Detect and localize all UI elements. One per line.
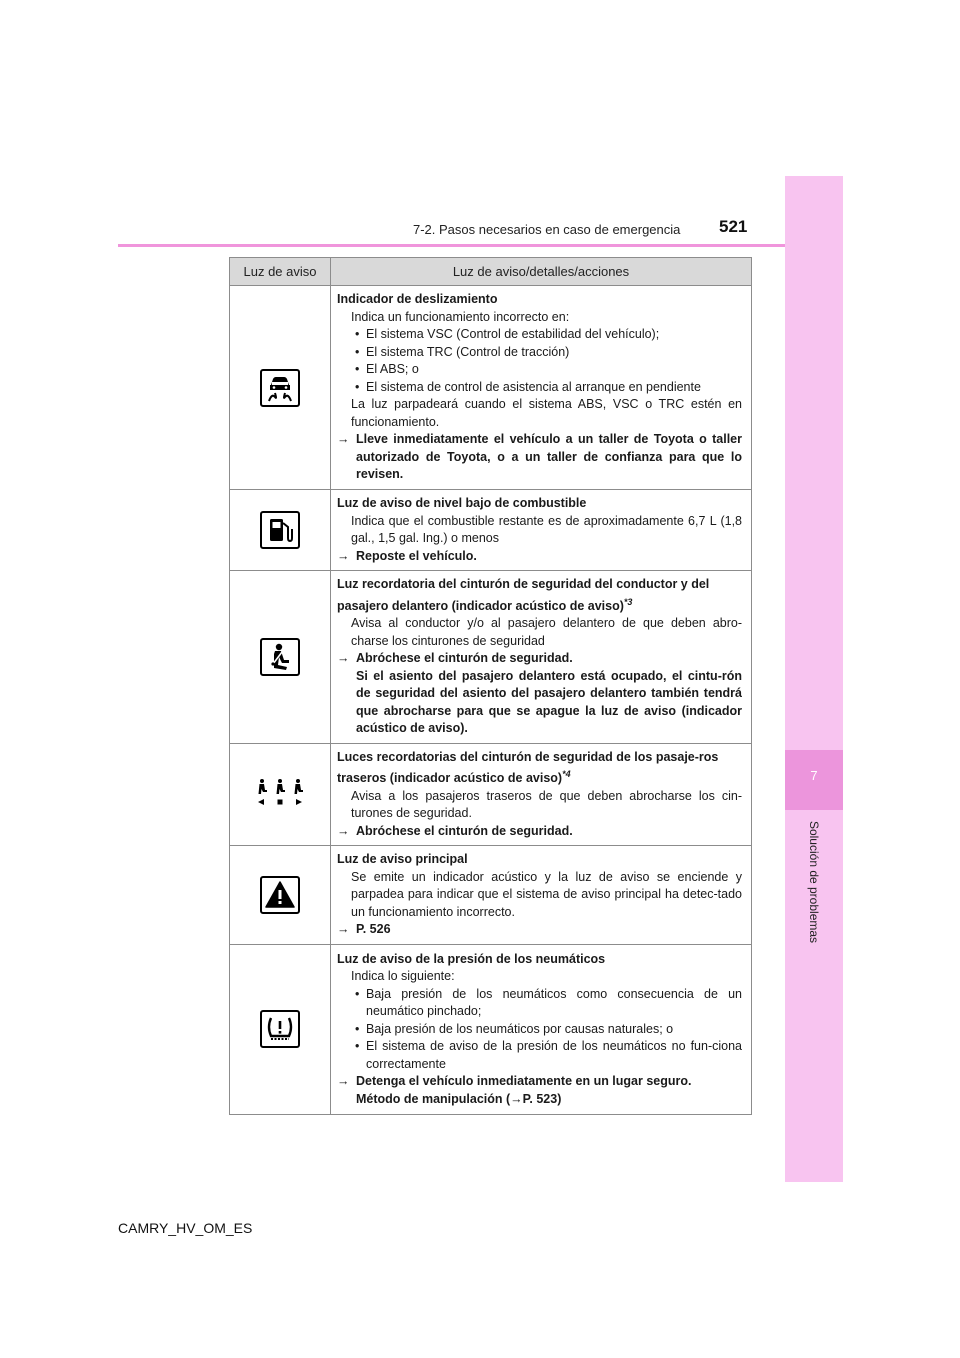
table-row	[230, 490, 752, 571]
row-intro: Indica un funcionamiento incorrecto en:	[351, 309, 570, 324]
list-item: • El sistema de control de asistencia al arranque en pendiente	[337, 379, 742, 397]
row-action: → Lleve inmediatamente el vehículo a un taller de Toyota o taller autorizado de Toyota, o a un taller de confianza para que lo revisen.	[337, 431, 742, 484]
rear-seatbelt-icon	[252, 777, 308, 812]
footnote-marker: *3	[623, 596, 633, 607]
slip-indicator-icon	[260, 369, 300, 407]
page-reference-link[interactable]: → P. 526	[337, 921, 742, 939]
table-row	[230, 571, 752, 744]
seatbelt-icon	[260, 638, 300, 676]
footnote-marker: *4	[562, 769, 571, 780]
row-title: Luz recordatoria del cinturón de seguridad del conductor y del pasajero delantero (indicador acústico de aviso)	[337, 577, 710, 613]
list-item: • El sistema de aviso de la presión de los neumáticos no fun-ciona correctamente	[337, 1038, 742, 1073]
list-item: • El sistema VSC (Control de estabilidad del vehículo);	[337, 326, 742, 344]
table-row	[230, 846, 752, 945]
column-header-details: Luz de aviso/detalles/acciones	[331, 258, 752, 286]
row-intro: Se emite un indicador acústico y la luz de aviso se enciende y parpadea para indicar que el sistema de aviso principal ha detec-tado un funcionamiento incorrecto.	[351, 869, 742, 919]
row-intro: Indica lo siguiente:	[351, 969, 455, 984]
list-item: • Baja presión de los neumáticos por causas naturales; o	[337, 1021, 742, 1039]
row-action-detail: Si el asiento del pasajero delantero está ocupado, el cintu-rón de seguridad del asiento del pasajero delantero también tendrá que abrocharse para que se apague la luz de aviso (indicador acústico de aviso).	[356, 668, 742, 736]
master-warning-icon	[260, 876, 300, 914]
warning-lights-table	[229, 257, 752, 1115]
row-action-detail-end: )	[557, 1091, 562, 1106]
list-item: • El sistema TRC (Control de tracción)	[337, 344, 742, 362]
arrow-glyph: →	[510, 1091, 523, 1106]
section-title: 7-2. Pasos necesarios en caso de emergencia	[413, 222, 681, 237]
row-action: → Abróchese el cinturón de seguridad.	[337, 650, 742, 668]
table-row	[230, 286, 752, 490]
page-number: 521	[719, 217, 748, 236]
row-action-detail: Método de manipulación (	[356, 1091, 511, 1106]
chapter-label: Solución de problemas	[807, 820, 821, 944]
row-note: La luz parpadeará cuando el sistema ABS, VSC o TRC estén en funcionamiento.	[351, 397, 742, 429]
row-title: Luz de aviso de nivel bajo de combustible	[337, 496, 587, 510]
row-action: → Reposte el vehículo.	[337, 548, 742, 566]
document-code: CAMRY_HV_OM_ES	[118, 1220, 253, 1236]
header-rule	[118, 244, 785, 247]
tire-pressure-icon	[260, 1010, 300, 1048]
table-row	[230, 743, 752, 846]
chapter-side-tab	[785, 176, 843, 1182]
row-title: Luz de aviso principal	[337, 852, 468, 867]
row-intro: Indica que el combustible restante es de aproximadamente 6,7 L (1,8 gal., 1,5 gal. Ing.) o menos	[351, 513, 742, 545]
column-header-light: Luz de aviso	[230, 258, 331, 286]
row-intro: Avisa al conductor y/o al pasajero delantero de que deben abro-charse los cinturones de seguridad	[351, 616, 742, 648]
list-item: • Baja presión de los neumáticos como consecuencia de un neumático pinchado;	[337, 986, 742, 1021]
fuel-pump-icon	[260, 511, 300, 549]
list-item: • El ABS; o	[337, 361, 742, 379]
chapter-number: 7	[810, 768, 818, 783]
row-action: → Abróchese el cinturón de seguridad.	[337, 823, 742, 841]
table-header-row	[230, 258, 752, 286]
row-title: Luces recordatorias del cinturón de seguridad de los pasaje-ros traseros (indicador acústico de aviso)	[337, 749, 719, 786]
table-row	[230, 944, 752, 1114]
page-reference-link[interactable]: P. 523	[522, 1091, 558, 1106]
row-title: Indicador de deslizamiento	[337, 292, 498, 307]
row-action: → Detenga el vehículo inmediatamente en un lugar seguro.	[337, 1073, 742, 1091]
row-intro: Avisa a los pasajeros traseros de que deben abrocharse los cin-turones de seguridad.	[351, 788, 742, 821]
row-title: Luz de aviso de la presión de los neumáticos	[337, 951, 606, 966]
